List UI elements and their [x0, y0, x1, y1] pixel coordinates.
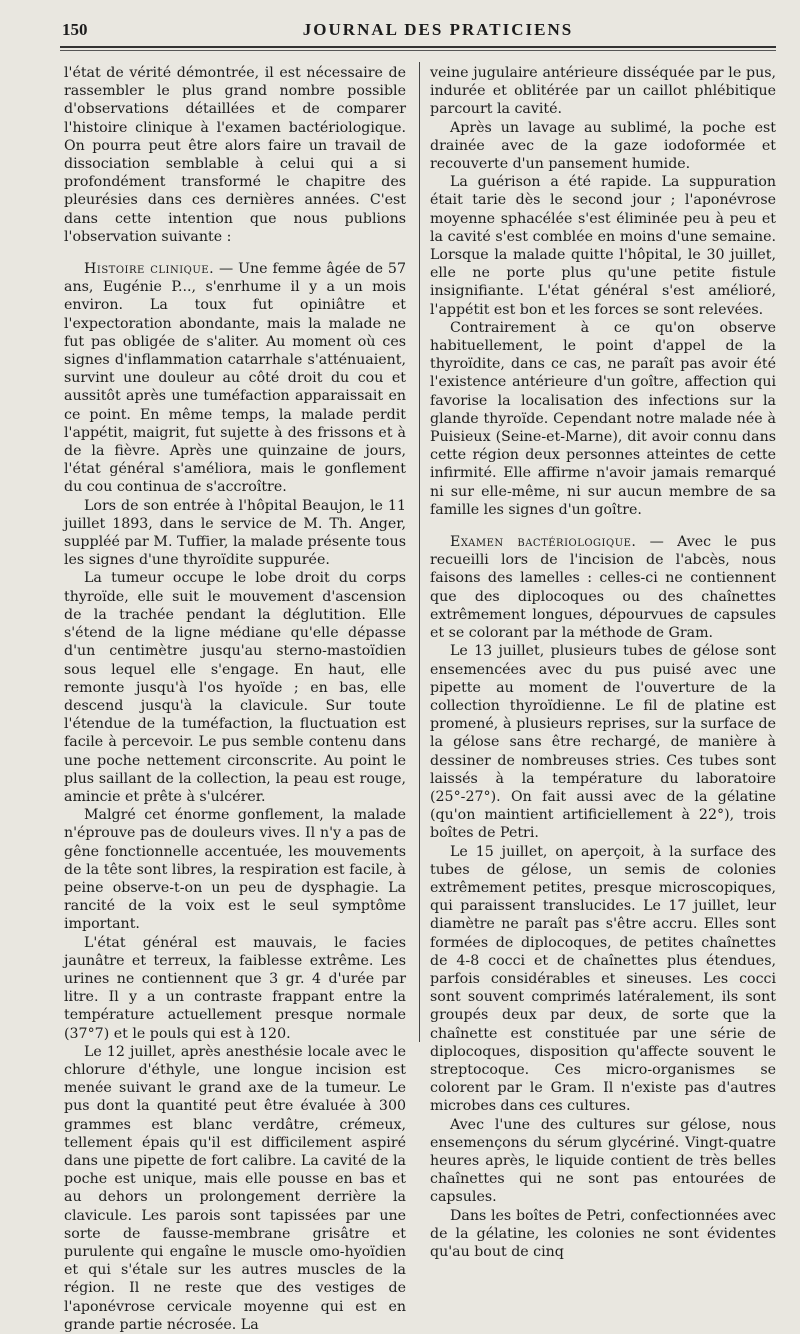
- paragraph-histoire-clinique: [64, 260, 406, 497]
- section-heading: Histoire clinique.: [84, 261, 215, 278]
- paragraph-text: — Avec le pus recueilli lors de l'incision de l'abcès, nous faisons des lamelles : celles-ci ne contiennent que des diplocoques ou des chaînettes extrêmement longues, dépourvues de capsules et se colorant par la méthode de Gram.: [430, 534, 776, 642]
- section-heading: Examen bactériologique.: [450, 534, 637, 551]
- paragraph: Après un lavage au sublimé, la poche est drainée avec de la gaze iodoformée et recouverte d'un pansement humide.: [430, 119, 776, 173]
- left-column: [64, 64, 406, 1334]
- right-column: [430, 64, 776, 1261]
- running-title: JOURNAL DES PRATICIENS: [302, 20, 574, 39]
- paragraph-text: — Une femme âgée de 57 ans, Eugénie P..., s'enrhume il y a un mois environ. La toux fut opiniâtre et l'expectoration abondante, mais la malade ne fut pas obligée de s'aliter. Au moment où ces signes d'inflammation catarrhale s'atténuaient, survint une douleur au côté droit du cou et aussitôt après une tuméfaction apparaissait en ce point. En même temps, la malade perdit l'appétit, maigrit, fut sujette à des frissons et à de la fièvre. Après une quinzaine de jours, l'état général s'améliora, mais le gonflement du cou continua de s'accroître.: [64, 261, 406, 496]
- header-rule-thin: [60, 50, 776, 51]
- paragraph: Malgré cet énorme gonflement, la malade n'éprouve pas de douleurs vives. Il n'y a pas de gêne fonctionnelle accentuée, les mouvements de la tête sont libres, la respiration est facile, à peine observe-t-on un peu de dysphagie. La rancité de la voix est le seul symptôme important.: [64, 807, 406, 933]
- page-number: 150: [62, 20, 88, 39]
- paragraph: L'état général est mauvais, le facies jaunâtre et terreux, la faiblesse extrême. Les urines ne contiennent que 3 gr. 4 d'urée par litre. Il y a un contraste frappant entre la température actuellement presque normale (37°7) et le pouls qui est à 120.: [64, 934, 406, 1042]
- paragraph: Le 13 juillet, plusieurs tubes de gélose sont ensemencées avec du pus puisé avec une pipette au moment de l'ouverture de la collection thyroïdienne. Le fil de platine est promené, à plusieurs reprises, sur la surface de la gélose sans être rechargé, de manière à dessiner de nombreuses stries. Ces tubes sont laissés à la température du laboratoire (25°-27°). On fait aussi avec de la gélatine (qu'on maintient artificiellement à 22°), trois boîtes de Petri.: [430, 643, 776, 842]
- column-divider: [419, 62, 420, 1042]
- paragraph: Contrairement à ce qu'on observe habituellement, le point d'appel de la thyroïdite, dans ce cas, ne paraît pas avoir été l'existence antérieure d'un goître, affection qui favorise la localisation des infections sur la glande thyroïde. Cependant notre malade née à Puisieux (Seine-et-Marne), dit avoir connu dans cette région deux personnes atteintes de cette infirmité. Elle affirme n'avoir jamais remarqué ni sur elle-même, ni sur aucun membre de sa famille les signes d'un goître.: [430, 319, 776, 518]
- paragraph: La guérison a été rapide. La suppuration était tarie dès le second jour ; l'aponévrose moyenne sphacélée s'est éliminée peu à peu et la cavité s'est comblée en moins d'une semaine. Lorsque la malade quitte l'hôpital, le 30 juillet, elle ne porte plus qu'une petite fistule insignifiante. L'état général s'est amélioré, l'appétit est bon et les forces se sont relevées.: [430, 174, 776, 318]
- paragraph: La tumeur occupe le lobe droit du corps thyroïde, elle suit le mouvement d'ascension de la trachée pendant la déglutition. Elle s'étend de la ligne médiane qu'elle dépasse d'un centimètre jusqu'au sterno-mastoïdien sous lequel elle s'engage. En haut, elle remonte jusqu'à l'os hyoïde ; en bas, elle descend jusqu'à la clavicule. Sur toute l'étendue de la tuméfaction, la fluctuation est facile à percevoir. Le pus semble contenu dans une poche nettement circonscrite. Au point le plus saillant de la collection, la peau est rouge, amincie et prête à s'ulcérer.: [64, 570, 406, 805]
- paragraph: Le 15 juillet, on aperçoit, à la surface des tubes de gélose, un semis de colonies extrêmement petites, presque microscopiques, qui paraissent translucides. Le 17 juillet, leur diamètre ne paraît pas s'être accru. Elles sont formées de diplocoques, de petites chaînettes de 4-8 cocci et de chaînettes plus étendues, parfois considérables et sineuses. Les cocci sont souvent comprimés latéralement, ils sont groupés deux par deux, de sorte que la chaînette est constituée par une série de diplocoques, disposition qu'affecte souvent le streptocoque. Ces micro-organismes se colorent par le Gram. Il n'existe pas d'autres microbes dans ces cultures.: [430, 843, 776, 1115]
- paragraph: Lors de son entrée à l'hôpital Beaujon, le 11 juillet 1893, dans le service de M. Th. Anger, suppléé par M. Tuffier, la malade présente tous les signes d'une thyroïdite suppurée.: [64, 497, 406, 569]
- paragraph: Dans les boîtes de Petri, confectionnées avec de la gélatine, les colonies ne sont évidentes qu'au bout de cinq: [430, 1207, 776, 1260]
- paragraph-examen-bacteriologique: [430, 533, 776, 642]
- paragraph: Avec l'une des cultures sur gélose, nous ensemençons du sérum glycériné. Vingt-quatre heures après, le liquide contient de très belles chaînettes qui ne sont pas entourées de capsules.: [430, 1116, 776, 1206]
- page-header: [62, 14, 774, 48]
- paragraph: l'état de vérité démontrée, il est nécessaire de rassembler le plus grand nombre possible d'observations détaillées et de comparer l'histoire clinique à l'examen bactériologique. On pourra peut être alors faire un travail de dissociation semblable à celui qui a si profondément transformé le chapitre des pleurésies dans ces dernières années. C'est dans cette intention que nous publions l'observation suivante :: [64, 65, 406, 245]
- paragraph: Le 12 juillet, après anesthésie locale avec le chlorure d'éthyle, une longue incision est menée suivant le grand axe de la tumeur. Le pus dont la quantité peut être évaluée à 300 grammes est blanc verdâtre, crémeux, tellement épais qu'il est difficilement aspiré dans une pipette de fort calibre. La cavité de la poche est unique, mais elle pousse en bas et au dehors un prolongement derrière la clavicule. Les parois sont tapissées par une sorte de fausse-membrane grisâtre et purulente qui engaîne le muscle omo-hyoïdien et qui s'étale sur les autres muscles de la région. Il ne reste que des vestiges de l'aponévrose cervicale moyenne qui est en grande partie nécrosée. La: [64, 1043, 406, 1333]
- paragraph: veine jugulaire antérieure disséquée par le pus, indurée et oblitérée par un caillot phlébitique parcourt la cavité.: [430, 65, 776, 118]
- header-rule: [60, 46, 776, 48]
